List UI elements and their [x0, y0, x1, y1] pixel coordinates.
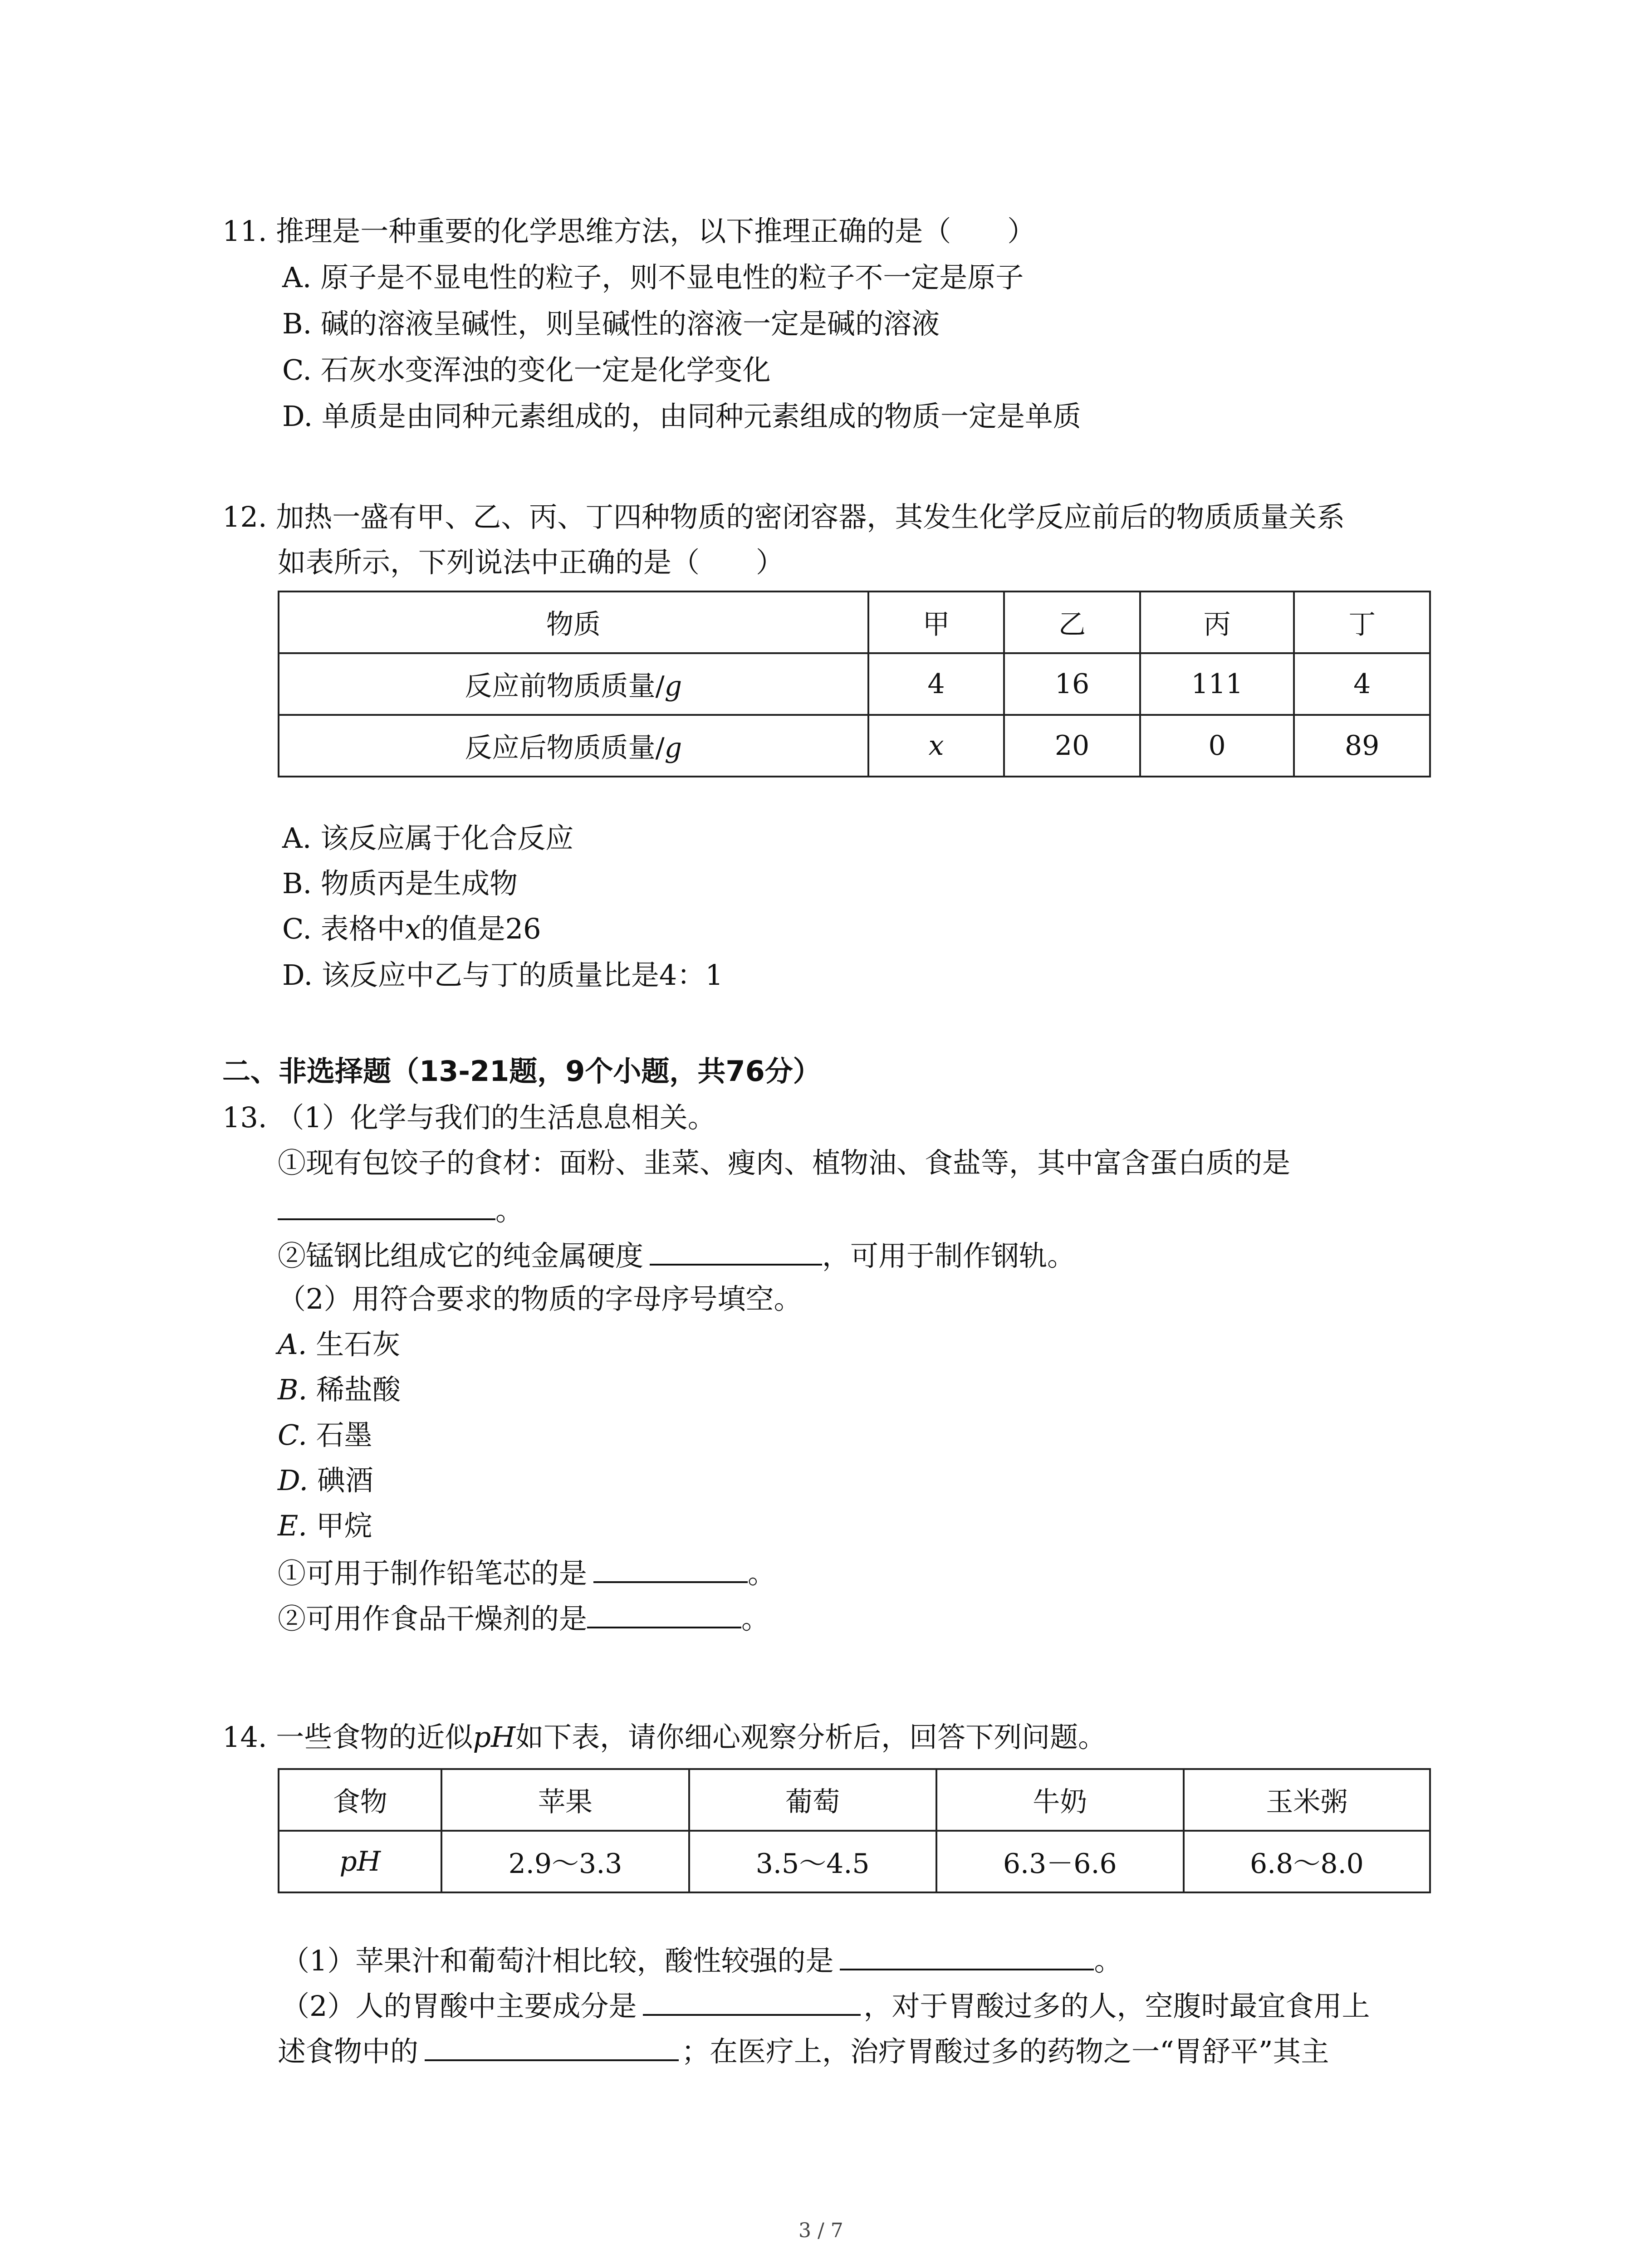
q12-row-before-label: 反应前物质质量/g	[279, 653, 868, 715]
q12-after-bing: 0	[1140, 715, 1294, 777]
q12-before-yi: 16	[1004, 653, 1140, 715]
q14-part2: （2）人的胃酸中主要成分是 ，对于胃酸过多的人，空腹时最宜食用上	[281, 1986, 1370, 2024]
q13-choice-e: E. 甲烷	[278, 1509, 372, 1542]
q12-header-yi: 乙	[1004, 591, 1140, 653]
q14-ph-corn-porridge: 6.8～8.0	[1184, 1831, 1430, 1892]
q12-option-c: C. 表格中x的值是26	[282, 912, 541, 945]
q14-header-milk: 牛奶	[936, 1769, 1184, 1831]
q12-header-jia: 甲	[868, 591, 1004, 653]
q13-part2-intro: （2）用符合要求的物质的字母序号填空。	[278, 1282, 802, 1315]
q12-stem-line1: 12. 加热一盛有甲、乙、丙、丁四种物质的密闭容器，其发生化学反应前后的物质质量关系	[222, 500, 1345, 533]
q14-table-header-row	[279, 1769, 1430, 1831]
q12-table-row-before	[279, 653, 1430, 715]
q11-option-b: B. 碱的溶液呈碱性，则呈碱性的溶液一定是碱的溶液	[282, 307, 940, 340]
page-number: 3 / 7	[798, 2219, 843, 2242]
q13-part1-intro: 13. （1）化学与我们的生活息息相关。	[222, 1101, 716, 1134]
q11-option-c: C. 石灰水变浑浊的变化一定是化学变化	[282, 353, 771, 386]
q12-header-ding: 丁	[1294, 591, 1430, 653]
q13-part2-a: ①可用于制作铅笔芯的是 。	[278, 1553, 776, 1592]
q14-part2-food-blank[interactable]	[425, 2031, 679, 2061]
q14-part2-blank[interactable]	[643, 1986, 861, 2016]
q12-before-bing: 111	[1140, 653, 1294, 715]
q12-header-bing: 丙	[1140, 591, 1294, 653]
q13-part1-a-blank[interactable]	[278, 1190, 495, 1220]
q13-part1-a: ①现有包饺子的食材：面粉、韭菜、瘦肉、植物油、食盐等，其中富含蛋白质的是	[278, 1146, 1291, 1179]
q12-after-yi: 20	[1004, 715, 1140, 777]
q13-part2-b: ②可用作食品干燥剂的是 。	[278, 1598, 769, 1637]
q12-after-ding: 89	[1294, 715, 1430, 777]
q13-choice-b: B. 稀盐酸	[278, 1373, 401, 1406]
q14-table-ph-row	[279, 1831, 1430, 1892]
q14-part2-cont: 述食物中的 ；在医疗上，治疗胃酸过多的药物之一“胃舒平”其主	[278, 2031, 1329, 2070]
q12-row-after-label: 反应后物质质量/g	[279, 715, 868, 777]
q14-ph-milk: 6.3－6.6	[936, 1831, 1184, 1892]
q12-stem-line2: 如表所示，下列说法中正确的是（ ）	[278, 546, 784, 579]
q13-part1-b-blank[interactable]	[650, 1236, 822, 1266]
q12-header-substance: 物质	[279, 591, 868, 653]
q14-header-food: 食物	[279, 1769, 441, 1831]
q12-option-a: A. 该反应属于化合反应	[282, 821, 574, 855]
q14-ph-grape: 3.5～4.5	[689, 1831, 936, 1892]
q12-mass-table	[278, 591, 1431, 777]
q11-stem: 11. 推理是一种重要的化学思维方法，以下推理正确的是（ ）	[222, 215, 1036, 248]
q13-choice-a: A. 生石灰	[278, 1328, 401, 1361]
q13-part1-a-answer: 。	[278, 1190, 524, 1229]
q12-option-b: B. 物质丙是生成物	[282, 867, 518, 900]
q14-part1: （1）苹果汁和葡萄汁相比较，酸性较强的是 。	[281, 1941, 1122, 1979]
q13-choice-d: D. 碘酒	[278, 1464, 373, 1497]
q12-table-header-row	[279, 591, 1430, 653]
q13-part1-b: ②锰钢比组成它的纯金属硬度 ，可用于制作钢轨。	[278, 1236, 1075, 1274]
section-2-heading: 二、非选择题（13-21题，9个小题，共76分）	[222, 1055, 821, 1088]
q14-ph-apple: 2.9～3.3	[441, 1831, 689, 1892]
q13-part2-b-blank[interactable]	[587, 1598, 741, 1628]
q12-after-jia: x	[868, 715, 1004, 777]
q13-part2-a-blank[interactable]	[593, 1553, 748, 1583]
q14-header-grape: 葡萄	[689, 1769, 936, 1831]
q13-choice-c: C. 石墨	[278, 1418, 372, 1452]
q14-stem: 14. 一些食物的近似pH如下表，请你细心观察分析后，回答下列问题。	[222, 1721, 1107, 1754]
q12-table-row-after	[279, 715, 1430, 777]
q14-ph-label: pH	[279, 1831, 441, 1892]
q12-before-jia: 4	[868, 653, 1004, 715]
q12-before-ding: 4	[1294, 653, 1430, 715]
q11-option-d: D. 单质是由同种元素组成的，由同种元素组成的物质一定是单质	[282, 400, 1081, 433]
q14-ph-table	[278, 1768, 1431, 1893]
q14-header-corn-porridge: 玉米粥	[1184, 1769, 1430, 1831]
q12-option-d: D. 该反应中乙与丁的质量比是4：1	[282, 958, 723, 992]
q14-part1-blank[interactable]	[840, 1941, 1094, 1970]
q14-header-apple: 苹果	[441, 1769, 689, 1831]
q11-option-a: A. 原子是不显电性的粒子，则不显电性的粒子不一定是原子	[282, 261, 1024, 294]
